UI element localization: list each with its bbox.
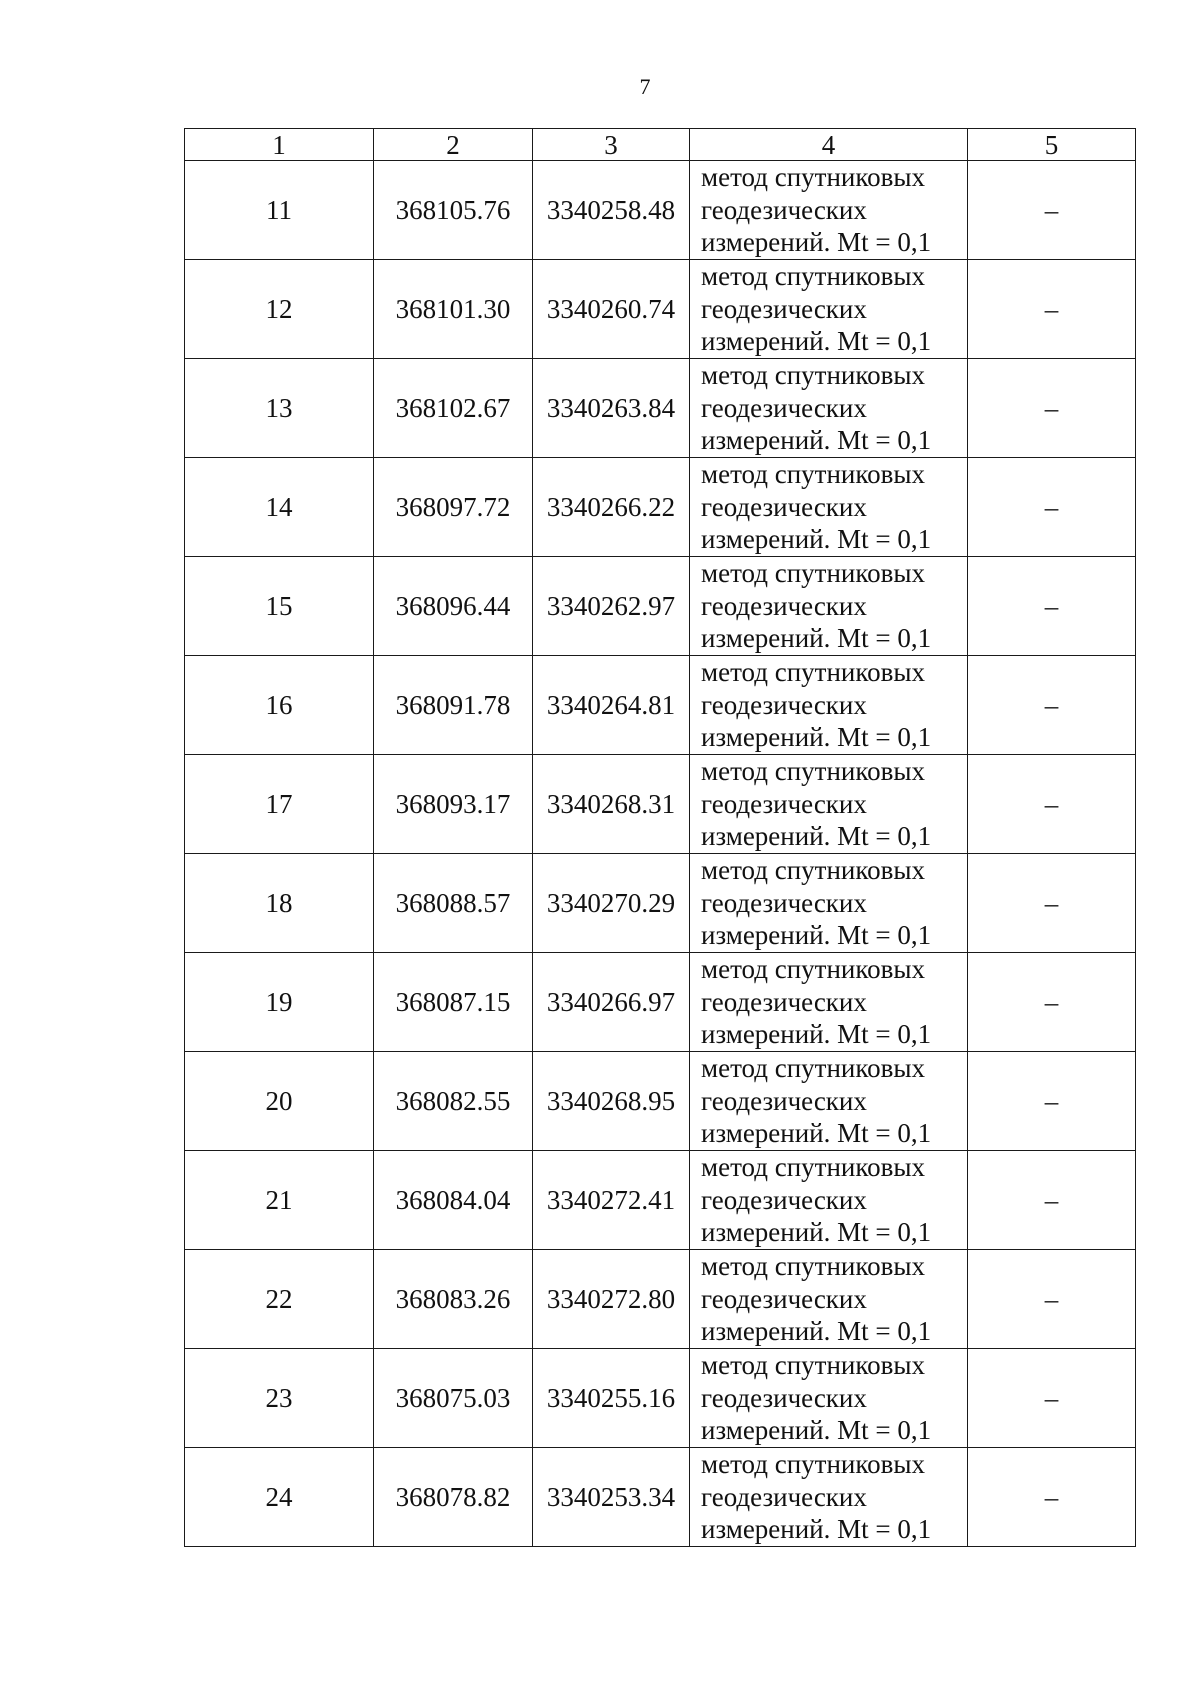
- x-coordinate-cell: 368096.44: [374, 557, 533, 656]
- coordinates-table: [184, 128, 1136, 1547]
- y-coordinate-cell: 3340266.97: [533, 953, 690, 1052]
- note-cell: [968, 260, 1136, 359]
- method-text-line: геодезических: [701, 1382, 867, 1413]
- header-cell-2: 2: [374, 129, 533, 161]
- note-cell: [968, 161, 1136, 260]
- y-coordinate-cell: 3340266.22: [533, 458, 690, 557]
- x-coordinate-cell: 368101.30: [374, 260, 533, 359]
- method-text-line: метод спутниковых: [701, 1449, 925, 1480]
- table-row: [185, 854, 1136, 953]
- method-text-line: метод спутниковых: [701, 954, 925, 985]
- method-text-line: метод спутниковых: [701, 162, 925, 193]
- method-text-line: метод спутниковых: [701, 1053, 925, 1084]
- x-coordinate-cell: 368082.55: [374, 1052, 533, 1151]
- point-number-cell: 17: [185, 755, 374, 854]
- dash-mark: –: [1044, 392, 1059, 423]
- method-text-line: метод спутниковых: [701, 657, 925, 688]
- note-cell: [968, 953, 1136, 1052]
- point-number-cell: 20: [185, 1052, 374, 1151]
- table-row: [185, 953, 1136, 1052]
- dash-mark: –: [1044, 1184, 1059, 1215]
- y-coordinate-cell: 3340263.84: [533, 359, 690, 458]
- table-row: [185, 1448, 1136, 1547]
- y-coordinate-cell: 3340253.34: [533, 1448, 690, 1547]
- method-text-line: геодезических: [701, 491, 867, 522]
- table-row: [185, 359, 1136, 458]
- point-number-cell: 16: [185, 656, 374, 755]
- method-text-line: геодезических: [701, 986, 867, 1017]
- dash-mark: –: [1044, 194, 1059, 225]
- method-cell: [690, 161, 968, 260]
- dash-mark: –: [1044, 1382, 1059, 1413]
- method-cell: [690, 458, 968, 557]
- method-text-line: метод спутниковых: [701, 261, 925, 292]
- method-text-line: измерений. Mt = 0,1: [701, 326, 932, 357]
- dash-mark: –: [1044, 293, 1059, 324]
- method-cell: [690, 1151, 968, 1250]
- method-text-line: измерений. Mt = 0,1: [701, 1316, 932, 1347]
- point-number-cell: 14: [185, 458, 374, 557]
- dash-mark: –: [1044, 590, 1059, 621]
- header-cell-1: 1: [185, 129, 374, 161]
- point-number-cell: 22: [185, 1250, 374, 1349]
- note-cell: [968, 359, 1136, 458]
- point-number-cell: 18: [185, 854, 374, 953]
- method-text-line: измерений. Mt = 0,1: [701, 920, 932, 951]
- method-cell: [690, 1250, 968, 1349]
- method-cell: [690, 656, 968, 755]
- note-cell: [968, 656, 1136, 755]
- table-row: [185, 557, 1136, 656]
- method-text-line: геодезических: [701, 1184, 867, 1215]
- method-text-line: геодезических: [701, 788, 867, 819]
- method-text-line: измерений. Mt = 0,1: [701, 1514, 932, 1545]
- table-row: [185, 161, 1136, 260]
- method-cell: [690, 557, 968, 656]
- method-cell: [690, 359, 968, 458]
- x-coordinate-cell: 368105.76: [374, 161, 533, 260]
- y-coordinate-cell: 3340268.95: [533, 1052, 690, 1151]
- y-coordinate-cell: 3340268.31: [533, 755, 690, 854]
- method-text-line: геодезических: [701, 392, 867, 423]
- point-number-cell: 19: [185, 953, 374, 1052]
- x-coordinate-cell: 368091.78: [374, 656, 533, 755]
- page-number: 7: [639, 74, 651, 99]
- table-row: [185, 458, 1136, 557]
- dash-mark: –: [1044, 1481, 1059, 1512]
- method-text-line: измерений. Mt = 0,1: [701, 1118, 932, 1149]
- y-coordinate-cell: 3340272.80: [533, 1250, 690, 1349]
- note-cell: [968, 1151, 1136, 1250]
- point-number-cell: 11: [185, 161, 374, 260]
- method-text-line: метод спутниковых: [701, 1152, 925, 1183]
- method-cell: [690, 1052, 968, 1151]
- point-number-cell: 24: [185, 1448, 374, 1547]
- dash-mark: –: [1044, 1085, 1059, 1116]
- table-row: [185, 656, 1136, 755]
- method-text-line: измерений. Mt = 0,1: [701, 1217, 932, 1248]
- note-cell: [968, 1349, 1136, 1448]
- table-row: [185, 1052, 1136, 1151]
- x-coordinate-cell: 368075.03: [374, 1349, 533, 1448]
- header-cell-3: 3: [533, 129, 690, 161]
- y-coordinate-cell: 3340258.48: [533, 161, 690, 260]
- method-text-line: геодезических: [701, 293, 867, 324]
- method-text-line: измерений. Mt = 0,1: [701, 623, 932, 654]
- header-cell-4: 4: [690, 129, 968, 161]
- method-text-line: геодезических: [701, 689, 867, 720]
- method-text-line: метод спутниковых: [701, 855, 925, 886]
- table-row: [185, 1250, 1136, 1349]
- method-text-line: измерений. Mt = 0,1: [701, 425, 932, 456]
- method-cell: [690, 755, 968, 854]
- y-coordinate-cell: 3340272.41: [533, 1151, 690, 1250]
- note-cell: [968, 1052, 1136, 1151]
- x-coordinate-cell: 368088.57: [374, 854, 533, 953]
- point-number-cell: 13: [185, 359, 374, 458]
- dash-mark: –: [1044, 491, 1059, 522]
- method-text-line: измерений. Mt = 0,1: [701, 524, 932, 555]
- table-row: [185, 1151, 1136, 1250]
- x-coordinate-cell: 368097.72: [374, 458, 533, 557]
- method-cell: [690, 260, 968, 359]
- method-text-line: метод спутниковых: [701, 558, 925, 589]
- x-coordinate-cell: 368084.04: [374, 1151, 533, 1250]
- dash-mark: –: [1044, 689, 1059, 720]
- dash-mark: –: [1044, 986, 1059, 1017]
- y-coordinate-cell: 3340270.29: [533, 854, 690, 953]
- x-coordinate-cell: 368093.17: [374, 755, 533, 854]
- x-coordinate-cell: 368083.26: [374, 1250, 533, 1349]
- header-cell-5: 5: [968, 129, 1136, 161]
- y-coordinate-cell: 3340255.16: [533, 1349, 690, 1448]
- method-text-line: геодезических: [701, 590, 867, 621]
- dash-mark: –: [1044, 1283, 1059, 1314]
- note-cell: [968, 755, 1136, 854]
- method-text-line: метод спутниковых: [701, 360, 925, 391]
- note-cell: [968, 1250, 1136, 1349]
- x-coordinate-cell: 368087.15: [374, 953, 533, 1052]
- table-row: [185, 1349, 1136, 1448]
- note-cell: [968, 854, 1136, 953]
- method-text-line: измерений. Mt = 0,1: [701, 1415, 932, 1446]
- point-number-cell: 23: [185, 1349, 374, 1448]
- method-text-line: измерений. Mt = 0,1: [701, 1019, 932, 1050]
- point-number-cell: 15: [185, 557, 374, 656]
- y-coordinate-cell: 3340264.81: [533, 656, 690, 755]
- method-text-line: геодезических: [701, 887, 867, 918]
- note-cell: [968, 1448, 1136, 1547]
- method-text-line: метод спутниковых: [701, 756, 925, 787]
- method-text-line: геодезических: [701, 1481, 867, 1512]
- method-text-line: метод спутниковых: [701, 1350, 925, 1381]
- method-text-line: метод спутниковых: [701, 459, 925, 490]
- x-coordinate-cell: 368078.82: [374, 1448, 533, 1547]
- dash-mark: –: [1044, 788, 1059, 819]
- method-text-line: измерений. Mt = 0,1: [701, 722, 932, 753]
- method-cell: [690, 953, 968, 1052]
- note-cell: [968, 458, 1136, 557]
- x-coordinate-cell: 368102.67: [374, 359, 533, 458]
- dash-mark: –: [1044, 887, 1059, 918]
- method-text-line: геодезических: [701, 1085, 867, 1116]
- point-number-cell: 12: [185, 260, 374, 359]
- y-coordinate-cell: 3340262.97: [533, 557, 690, 656]
- note-cell: [968, 557, 1136, 656]
- table-body: [185, 129, 1136, 1547]
- method-text-line: геодезических: [701, 1283, 867, 1314]
- method-cell: [690, 1349, 968, 1448]
- table-row: [185, 755, 1136, 854]
- method-text-line: измерений. Mt = 0,1: [701, 227, 932, 258]
- table-header-row: [185, 129, 1136, 161]
- method-text-line: геодезических: [701, 194, 867, 225]
- table-row: [185, 260, 1136, 359]
- method-cell: [690, 1448, 968, 1547]
- point-number-cell: 21: [185, 1151, 374, 1250]
- y-coordinate-cell: 3340260.74: [533, 260, 690, 359]
- method-text-line: измерений. Mt = 0,1: [701, 821, 932, 852]
- method-text-line: метод спутниковых: [701, 1251, 925, 1282]
- method-cell: [690, 854, 968, 953]
